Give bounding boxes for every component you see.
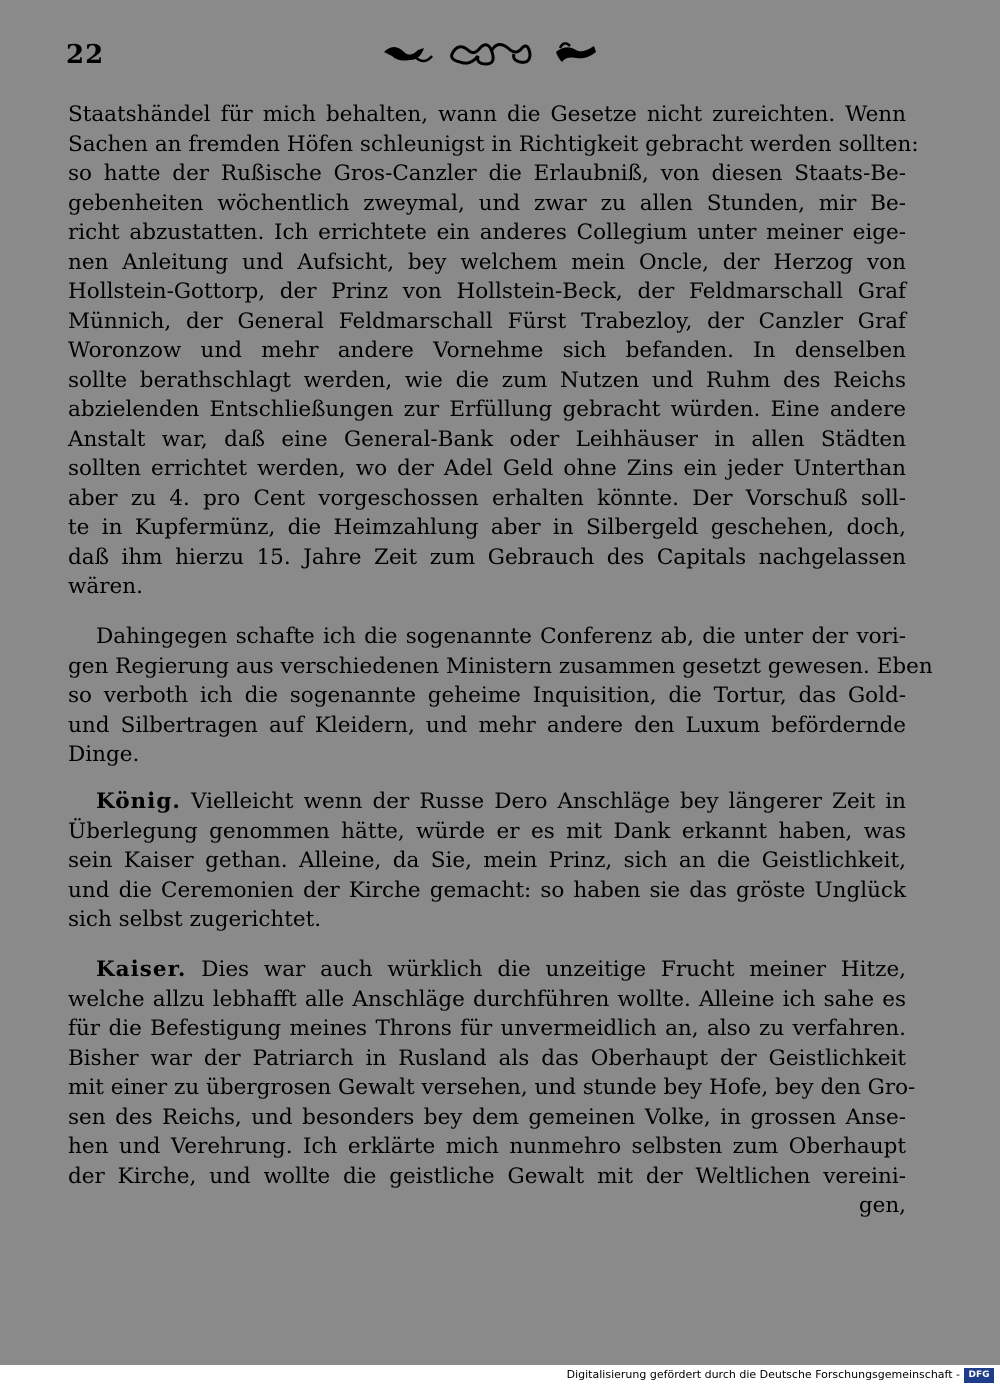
text-line: sen des Reichs, und besonders bey dem gemeinen Volke, in grossen Anse- [68,1104,906,1130]
page-number: 22 [66,40,105,70]
text-line: abzielenden Entschließungen zur Erfüllung gebracht würden. Eine andere [68,397,906,422]
text-line: sollten errichtet werden, wo der Adel Geld ohne Zins ein jeder Unterthan [68,456,906,481]
text-line: so verboth ich die sogenannte geheime Inquisition, die Tortur, das Gold- [68,683,906,708]
text-line: und Silbertragen auf Kleidern, und mehr andere den Luxum befördernde [68,712,906,738]
text-line: so hatte der Rußische Gros-Canzler die Erlaubniß, von diesen Staats-Be- [68,161,906,186]
text-line: der Kirche, und wollte die geistliche Gewalt mit der Weltlichen vereini- [68,1163,906,1189]
text-line: hen und Verehrung. Ich erklärte mich nunmehro selbsten zum Oberhaupt [68,1134,906,1159]
dfg-logo: DFG [964,1368,994,1383]
speech-text: Vielleicht wenn der Russe Dero Anschläge bey längerer Zeit in [190,789,906,814]
speaker-label: Kaiser. [96,957,187,982]
text-line: sollte berathschlagt werden, wie die zum Nutzen und Ruhm des Reichs [68,367,906,393]
text-line: Dinge. [68,742,140,767]
text-line: sich selbst zugerichtet. [68,907,322,932]
text-line [68,955,906,985]
catchword: gen, [858,1193,906,1218]
text-line: aber zu 4. pro Cent vorgeschossen erhalten könnte. Der Vorschuß soll- [68,485,906,511]
text-line: Anstalt war, daß eine General-Bank oder Leihhäuser in allen Städten [68,426,906,452]
text-line [68,787,906,817]
text-line: daß ihm hierzu 15. Jahre Zeit zum Gebrauch des Capitals nachgelassen [68,544,906,570]
text-line: und die Ceremonien der Kirche gemacht: so haben sie das gröste Unglück [68,877,906,903]
text-line: welche allzu lebhafft alle Anschläge durchführen wollte. Alleine ich sahe es [68,986,906,1012]
paragraph-continuation [68,100,919,602]
text-line: richt abzustatten. Ich errichtete ein anderes Collegium unter meiner eige- [68,220,906,245]
text-line: wären. [68,574,143,599]
speech-text: Dies war auch würklich die unzeitige Frucht meiner Hitze, [201,957,906,982]
footer-bar [0,1365,1000,1386]
text-line: Münnich, der General Feldmarschall Fürst Trabezloy, der Canzler Graf [68,308,906,334]
paragraph-conference [68,622,933,770]
paragraph-koenig [68,787,906,935]
text-line: nen Anleitung und Aufsicht, bey welchem mein Oncle, der Herzog von [68,249,906,275]
text-line: sein Kaiser gethan. Alleine, da Sie, mein Prinz, sich an die Geistlichkeit, [68,848,906,873]
paragraph-kaiser [68,955,916,1221]
text-line: Bisher war der Patriarch in Rusland als das Oberhaupt der Geistlichkeit [68,1045,906,1071]
printer-ornament-icon [380,38,600,72]
speaker-label: König. [96,789,181,814]
text-line: Überlegung genommen hätte, würde er es mit Dank erkannt haben, was [68,818,906,844]
text-line: gen Regierung aus verschiedenen Ministern zusammen gesetzt gewesen. Eben [68,653,933,679]
text-line: Woronzow und mehr andere Vornehme sich befanden. In denselben [68,338,906,363]
funding-notice: Digitalisierung gefördert durch die Deutsche Forschungsgemeinschaft - [566,1368,960,1381]
text-line: Staatshändel für mich behalten, wann die Gesetze nicht zureichten. Wenn [68,102,906,127]
text-line: Sachen an fremden Höfen schleunigst in Richtigkeit gebracht werden sollten: [68,131,919,157]
text-line: te in Kupfermünz, die Heimzahlung aber in Silbergeld geschehen, doch, [68,515,906,540]
text-line: gebenheiten wöchentlich zweymal, und zwar zu allen Stunden, mir Be- [68,190,906,216]
text-line: mit einer zu übergrosen Gewalt versehen, und stunde bey Hofe, bey den Gro- [68,1075,916,1100]
text-line: für die Befestigung meines Throns für unvermeidlich an, also zu verfahren. [68,1016,906,1041]
text-line: Dahingegen schafte ich die sogenannte Conferenz ab, die unter der vori- [96,624,906,649]
text-line: Hollstein-Gottorp, der Prinz von Hollstein-Beck, der Feldmarschall Graf [68,279,906,304]
